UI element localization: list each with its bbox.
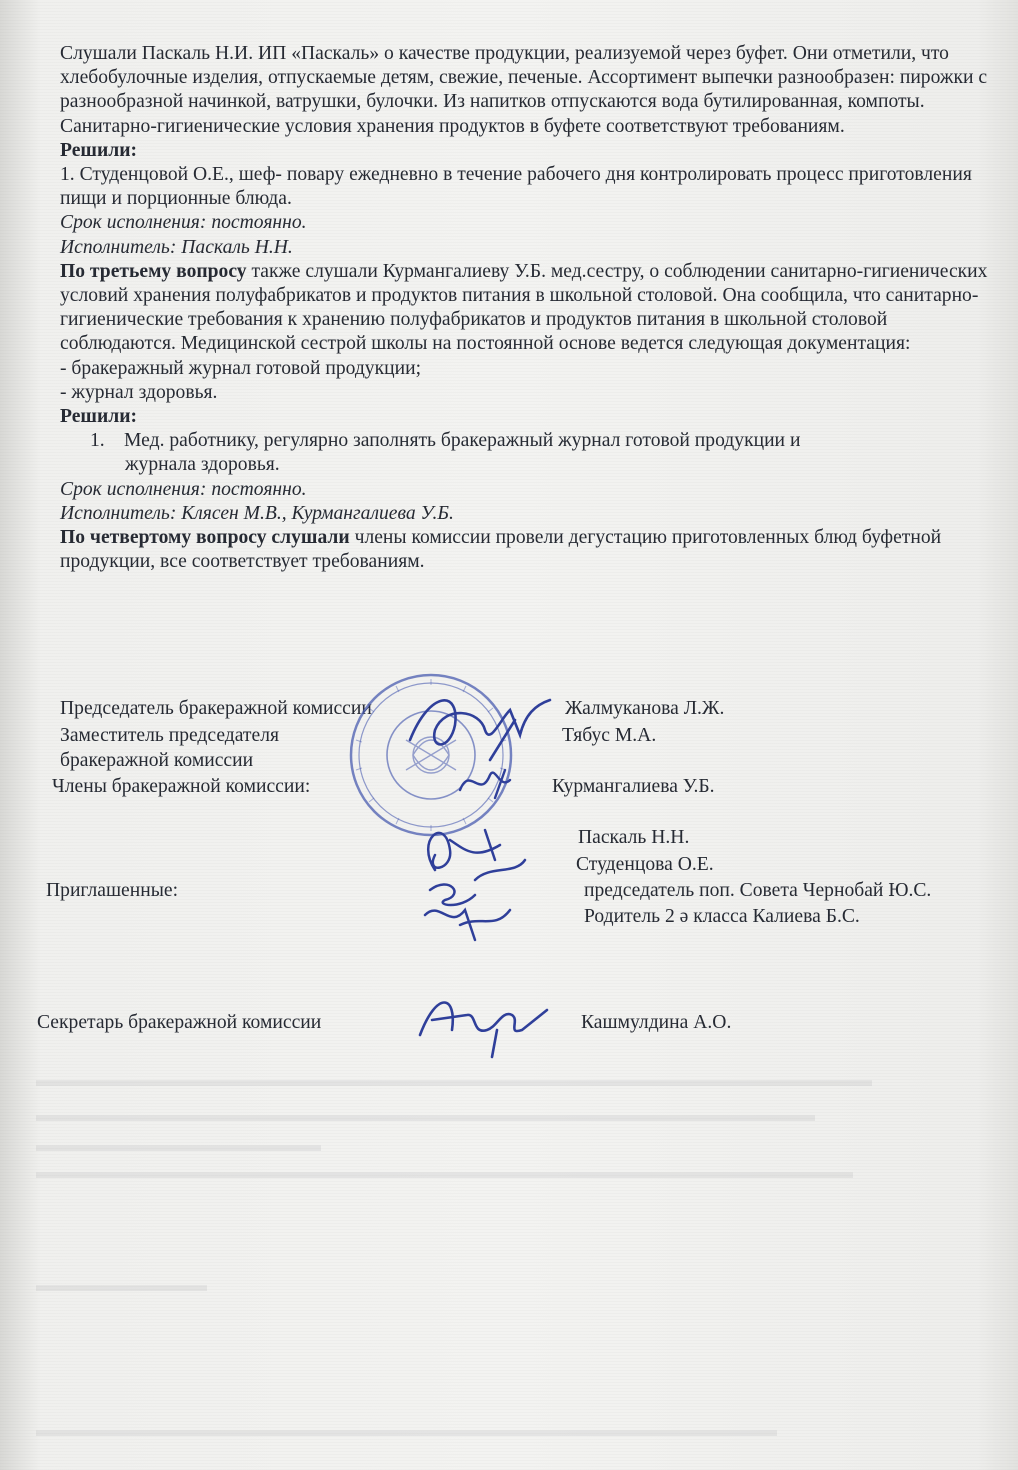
deadline-note: Срок исполнения: постоянно. xyxy=(60,478,307,500)
bleed-through-text: ▬▬▬▬▬▬▬▬▬▬▬▬▬▬▬▬▬▬▬▬▬▬▬▬▬▬▬▬▬▬▬▬▬▬▬▬▬▬▬▬▬ xyxy=(36,1105,815,1126)
chair-label: Председатель бракеражной комиссии xyxy=(60,698,372,719)
member-name: Курмангалиева У.Б. xyxy=(552,776,715,797)
resolution-item xyxy=(60,429,1000,453)
chair-signature xyxy=(400,680,560,770)
list-number: 1. xyxy=(90,430,105,452)
invited-name: председатель поп. Совета Чернобай Ю.С. xyxy=(584,880,932,901)
members-label: Члены бракеражной комиссии: xyxy=(52,776,311,797)
deputy-label-continued: бракеражной комиссии xyxy=(60,750,254,771)
deputy-name: Тябус М.А. xyxy=(562,725,657,746)
invited-name: Родитель 2 ә класса Калиева Б.С. xyxy=(584,906,860,927)
bleed-through-text: ▬▬▬▬▬▬▬▬▬▬▬▬▬▬▬▬▬▬▬▬▬▬▬▬▬▬▬▬▬▬▬▬▬▬▬▬▬▬▬▬▬▬▬ xyxy=(36,1162,853,1183)
executor-note: Исполнитель: Паскаль Н.Н. xyxy=(60,236,293,258)
resolved-heading: Решили: xyxy=(60,139,138,161)
question-heading: По третьему вопросу xyxy=(60,260,247,282)
deadline-note: Срок исполнения: постоянно. xyxy=(60,212,307,234)
bleed-through-text: ▬▬▬▬▬▬▬▬▬▬▬▬▬▬▬▬▬▬▬▬▬▬▬▬▬▬▬▬▬▬▬▬▬▬▬▬▬▬▬▬▬▬▬▬ xyxy=(36,1070,872,1091)
question-text: также слушали Курмангалиеву У.Б. мед.сестру, о соблюдении санитарно-гигиенических условий хранения полуфабрикатов и продуктов питания в школьной столовой. Она сообщила, что санитарно-гигиенические требования к хранению полуфабрикатов и продуктов питания в школьной столовой соблюдаются. Медицинской сестрой школы на постоянной основе ведется следующая документация: xyxy=(60,260,988,355)
minutes-body xyxy=(60,42,1000,574)
bleed-through-text: ▬▬▬▬▬▬▬▬▬▬▬▬▬▬▬▬▬▬▬▬▬▬▬▬▬▬▬▬▬▬▬▬▬▬▬▬▬▬▬ xyxy=(36,1420,777,1441)
resolved-heading: Решили: xyxy=(60,406,138,428)
question-text: члены комиссии провели дегустацию приготовленных блюд буфетной продукции, все соответствует требованиям. xyxy=(60,527,942,573)
resolution-item: 1. Студенцовой О.Е., шеф- повару ежедневно в течение рабочего дня контролировать процесс приготовления пищи и порционные блюда. xyxy=(60,164,972,210)
executor-note: Исполнитель: Клясен М.В., Курмангалиева У.Б. xyxy=(60,502,454,524)
paragraph-buffet-report: Слушали Паскаль Н.И. ИП «Паскаль» о качестве продукции, реализуемой через буфет. Они отметили, что хлебобулочные изделия, отпускаемые детям, свежие, печеные. Ассортимент выпечки разнообразен: пирожки с разнообразной начинкой, ватрушки, булочки. Из напитков отпускаются вода бутилированная, компоты. Санитарно-гигиенические условия хранения продуктов в буфете соответствуют требованиям. xyxy=(60,43,988,137)
deputy-label: Заместитель председателя xyxy=(60,725,279,746)
question-heading: По четвертому вопросу слушали xyxy=(60,527,350,549)
secretary-signature xyxy=(412,985,552,1060)
documentation-item: - бракеражный журнал готовой продукции; xyxy=(60,357,422,379)
paragraph-third-question xyxy=(60,260,1000,357)
members-signatures xyxy=(405,800,535,945)
chair-name: Жалмуканова Л.Ж. xyxy=(565,698,725,719)
member-name: Студенцова О.Е. xyxy=(576,854,714,875)
resolution-item-continued: журнала здоровья. xyxy=(125,454,280,476)
bleed-through-text: ▬▬▬▬▬▬▬▬▬ xyxy=(36,1275,207,1296)
invited-label: Приглашенные: xyxy=(46,880,179,901)
documentation-item: - журнал здоровья. xyxy=(60,381,218,403)
deputy-signature xyxy=(455,760,525,805)
secretary-name: Кашмулдина А.О. xyxy=(581,1012,732,1033)
bleed-through-text: ▬▬▬▬▬▬▬▬▬▬▬▬▬▬▬ xyxy=(36,1135,321,1156)
list-text: Мед. работнику, регулярно заполнять бракеражный журнал готовой продукции и xyxy=(124,430,801,452)
member-name: Паскаль Н.Н. xyxy=(578,827,690,848)
paragraph-fourth-question xyxy=(60,526,1000,574)
secretary-label: Секретарь бракеражной комиссии xyxy=(37,1012,322,1033)
